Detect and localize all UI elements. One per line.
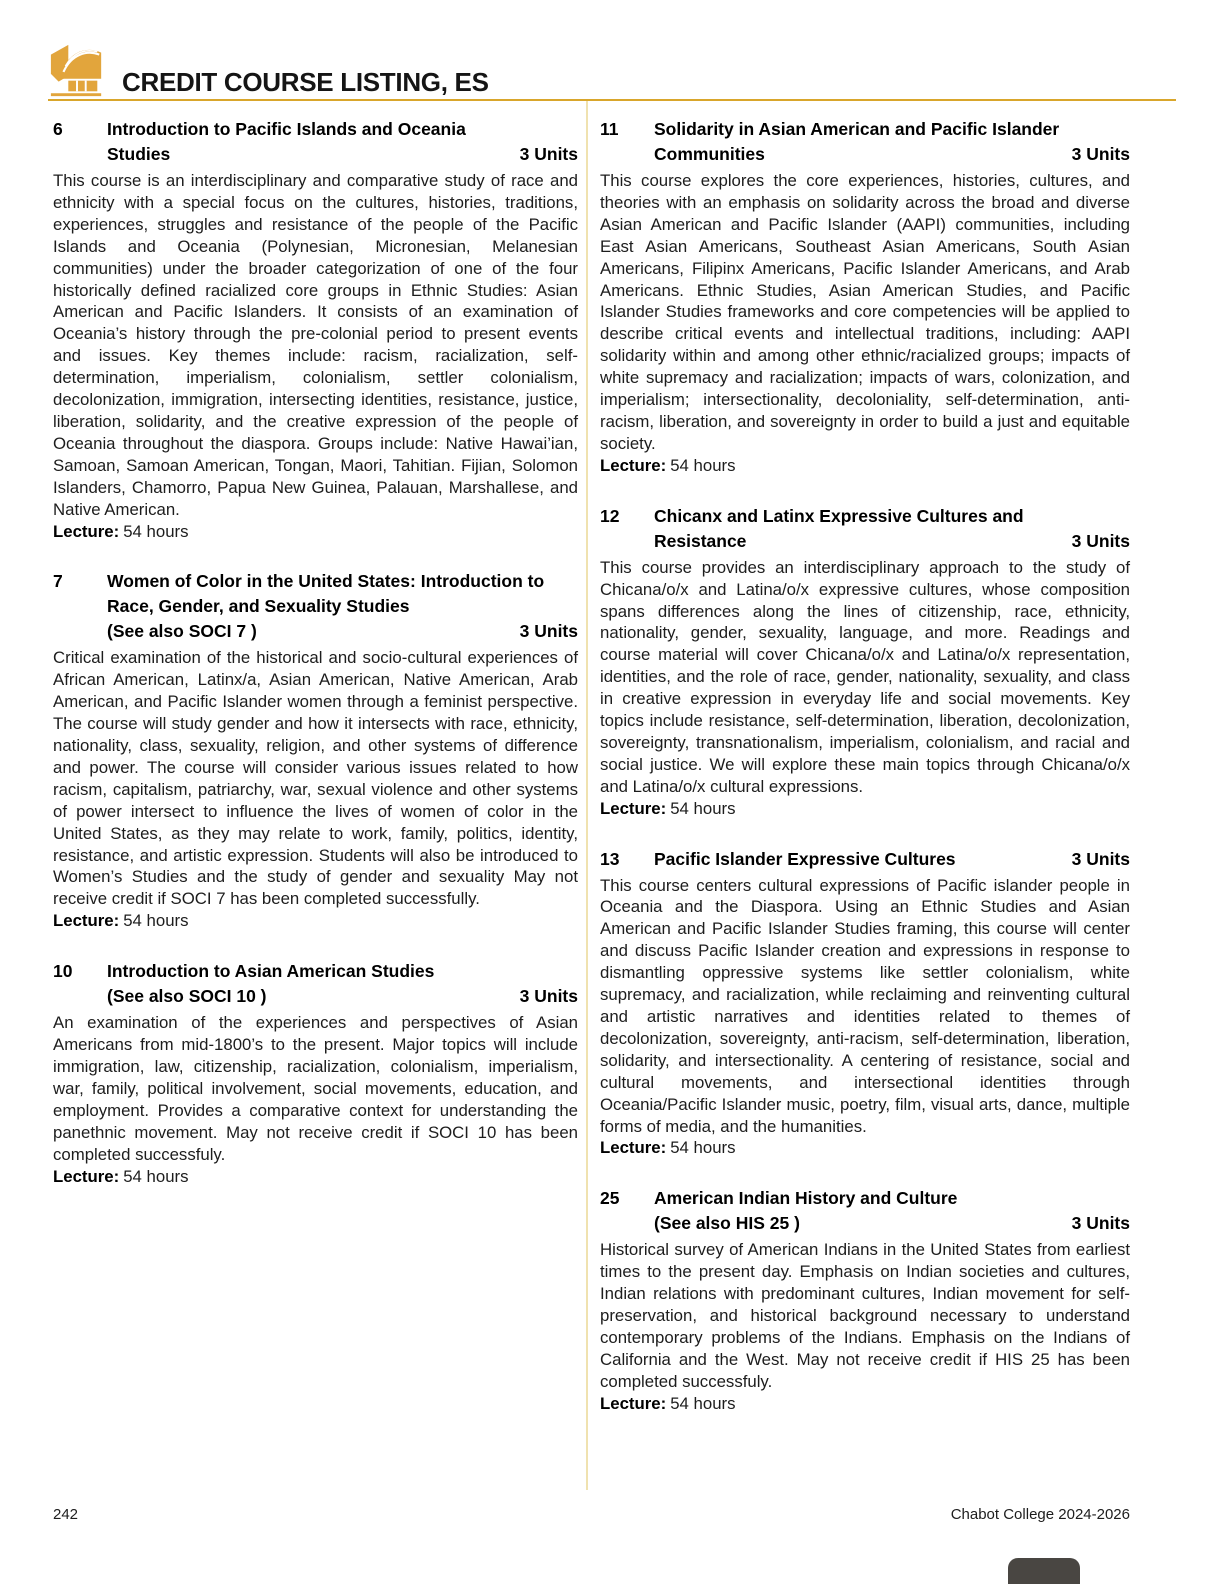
footer-college-label: Chabot College 2024-2026: [950, 1506, 1130, 1523]
lecture-label: Lecture:: [600, 455, 667, 475]
course-title-line: Resistance: [654, 530, 747, 551]
lecture-hours: 54 hours: [670, 1138, 736, 1158]
course-entry: [600, 847, 1130, 1160]
course-entry: [600, 504, 1130, 820]
course-title-line: Women of Color in the United States: Introduction to: [107, 571, 545, 592]
course-title-line: Chicanx and Latinx Expressive Cultures and: [654, 505, 1024, 526]
course-lecture-line: [53, 1166, 578, 1188]
course-number: 11: [600, 119, 619, 139]
course-title-line: Introduction to Pacific Islands and Oceania: [107, 119, 466, 139]
lecture-hours: 54 hours: [123, 911, 189, 931]
header-rule: [48, 99, 1176, 101]
course-title-block: [654, 1186, 1130, 1236]
course-title-line: Pacific Islander Expressive Cultures: [654, 848, 956, 869]
course-lecture-line: [600, 455, 1130, 477]
course-number: 10: [53, 961, 73, 982]
course-heading: [53, 117, 578, 167]
course-number: 6: [53, 119, 63, 139]
left-column: [53, 117, 578, 1187]
course-title-line: (See also SOCI 10 ): [107, 986, 267, 1007]
course-title-block: [654, 117, 1130, 167]
course-units: 3 Units: [1071, 848, 1130, 869]
course-title-line: Race, Gender, and Sexuality Studies: [107, 596, 410, 617]
course-title-line: Solidarity in Asian American and Pacific Islander: [654, 119, 1060, 139]
course-title-line: Introduction to Asian American Studies: [107, 961, 435, 982]
course-title-block: [654, 847, 1130, 872]
course-lecture-line: [600, 798, 1130, 820]
page-number: 242: [53, 1506, 79, 1523]
course-entry: [600, 117, 1130, 477]
course-entry: [53, 117, 578, 542]
course-title-line: American Indian History and Culture: [654, 1188, 958, 1209]
course-units: 3 Units: [1071, 144, 1130, 164]
course-heading: [600, 1186, 1130, 1236]
page-header: [48, 42, 489, 100]
course-number: 25: [600, 1188, 620, 1209]
lecture-label: Lecture:: [53, 1166, 120, 1186]
course-lecture-line: [600, 1137, 1130, 1159]
page-title: CREDIT COURSE LISTING, ES: [122, 67, 489, 97]
lecture-label: Lecture:: [53, 911, 120, 931]
right-column: [600, 117, 1130, 1415]
course-title-block: [654, 504, 1130, 554]
course-title-line: Communities: [654, 144, 765, 164]
course-title-line: (See also SOCI 7 ): [107, 621, 257, 642]
course-title-line: (See also HIS 25 ): [654, 1213, 800, 1234]
course-number: 7: [53, 571, 63, 592]
course-units: 3 Units: [519, 144, 578, 164]
course-units: 3 Units: [519, 621, 578, 642]
course-heading: [600, 847, 1130, 872]
course-units: 3 Units: [1071, 530, 1130, 551]
course-title-block: [107, 959, 578, 1009]
lecture-label: Lecture:: [53, 521, 120, 541]
college-logo-icon: [48, 42, 106, 100]
course-listing: [53, 117, 1130, 1415]
course-heading: [53, 959, 578, 1009]
course-title-block: [107, 117, 578, 167]
course-heading: [600, 504, 1130, 554]
lecture-label: Lecture:: [600, 1138, 667, 1158]
page-footer: [53, 1506, 1130, 1523]
course-entry: [53, 959, 578, 1187]
course-description: This course centers cultural expressions of Pacific islander people in Oceania and the Diaspora. Using an Ethnic Studies and Asian American and Pacific Islander Studies framing, this course will center and discuss Pacific Islander creation and expressions in response to dismantling oppressive systems like settler colonialism, white supremacy, and racialization, while reclaiming and reinventing cultural and artistic narratives and identities related to themes of decolonization, sovereignty, anti-racism, self-determination, liberation, solidarity, and intersectionality. A centering of resistance, social and cultural movements, and intersectional identities through Oceania/Pacific Islander music, poetry, film, visual arts, dance, multiple forms of media, and the humanities.: [600, 875, 1130, 1136]
lecture-hours: 54 hours: [670, 455, 736, 475]
course-entry: [600, 1186, 1130, 1414]
lecture-hours: 54 hours: [670, 798, 736, 818]
course-lecture-line: [600, 1393, 1130, 1415]
course-units: 3 Units: [519, 986, 578, 1007]
course-number: 13: [600, 848, 620, 869]
course-number: 12: [600, 505, 620, 526]
course-description: This course provides an interdisciplinary approach to the study of Chicana/o/x and Latina/o/x expressive cultures, whose composition spans differences along the lines of citizenship, race, ethnicity, nationality, gender, sexuality, language, and more. Readings and course material will cover Chicana/o/x and Latina/o/x representation, identities, and the role of race, gender, nationality, sexuality, and class in creative expression in everyday life and social movements. Key topics include resistance, self-determination, liberation, decolonization, sovereignty, transnationalism, imperialism, colonialism, and racial and social justice. We will explore these main topics through Chicana/o/x and Latina/o/x cultural expressions.: [600, 557, 1130, 796]
course-lecture-line: [53, 521, 578, 543]
course-description: An examination of the experiences and perspectives of Asian Americans from mid-1800’s to the present. Major topics will include immigration, law, citizenship, racialization, colonialism, imperialism, war, family, political involvement, social movements, education, and employment. Provides a comparative context for understanding the panethnic movement. May not receive credit if SOCI 10 has been completed successfuly.: [53, 1013, 578, 1164]
lecture-hours: 54 hours: [123, 1166, 189, 1186]
lecture-hours: 54 hours: [670, 1393, 736, 1413]
page-edge-mark: [1008, 1558, 1080, 1584]
lecture-label: Lecture:: [600, 1393, 667, 1413]
course-heading: [53, 569, 578, 644]
lecture-hours: 54 hours: [123, 521, 189, 541]
course-title-block: [107, 569, 578, 644]
course-units: 3 Units: [1071, 1213, 1130, 1234]
course-description: Critical examination of the historical and socio-cultural experiences of African American, Latinx/a, Asian American, Native American, Arab American, and Pacific Islander women through a feminist perspective. The course will study gender and how it intersects with race, ethnicity, nationality, class, sexuality, religion, and other systems of difference and power. The course will consider various issues related to how racism, capitalism, patriarchy, war, sexual violence and other systems of power intersect to influence the lives of women of color in the United States, as they may relate to work, family, politics, identity, resistance, and artistic expression. Students will also be introduced to Women’s Studies and the study of gender and sexuality May not receive credit if SOCI 7 has been completed successfully.: [53, 648, 578, 909]
course-description: Historical survey of American Indians in the United States from earliest times to the present day. Emphasis on Indian societies and cultures, Indian relations with predominant cultures, Indian movement for self-preservation, and historical background necessary to understand contemporary problems of the Indians. Emphasis on the Indians of California and the West. May not receive credit if HIS 25 has been completed successfuly.: [600, 1240, 1130, 1391]
lecture-label: Lecture:: [600, 798, 667, 818]
course-title-line: Studies: [107, 144, 171, 164]
course-entry: [53, 569, 578, 932]
course-lecture-line: [53, 910, 578, 932]
course-description: This course explores the core experiences, histories, cultures, and theories with an emphasis on solidarity across the broad and diverse Asian American and Pacific Islander (AAPI) communities, including East Asian Americans, Southeast Asian Americans, South Asian Americans, Filipinx Americans, Pacific Islander Americans, and Arab Americans. Ethnic Studies, Asian American Studies, and Pacific Islander Studies frameworks and core competencies will be applied to describe critical events and intellectual traditions, including: AAPI solidarity within and among other ethnic/racialized groups; impacts of white supremacy and racialization; impacts of wars, colonization, and imperialism; intersectionality, decoloniality, self-determination, anti-racism, liberation, and sovereignty in order to build a just and equitable society.: [600, 171, 1130, 453]
course-heading: [600, 117, 1130, 167]
course-description: This course is an interdisciplinary and comparative study of race and ethnicity with a special focus on the cultures, histories, traditions, experiences, struggles and resistance of the people of the Pacific Islands and Oceania (Polynesian, Micronesian, Melanesian communities) under the broader categorization of one of the four historically defined racialized core groups in Ethnic Studies: Asian American and Pacific Islanders. It consists of an examination of Oceania’s history through the pre-colonial period to present events and issues. Key themes include: racism, racialization, self-determination, imperialism, colonialism, settler colonialism, decolonization, immigration, intersecting identities, resistance, justice, liberation, solidarity, and the creative expression of the people of Oceania throughout the diaspora. Groups include: Native Hawai’ian, Samoan, Samoan American, Tongan, Maori, Tahitian. Fijian, Solomon Islanders, Chamorro, Papua New Guinea, Palauan, Marshallese, and Native American.: [53, 171, 578, 519]
